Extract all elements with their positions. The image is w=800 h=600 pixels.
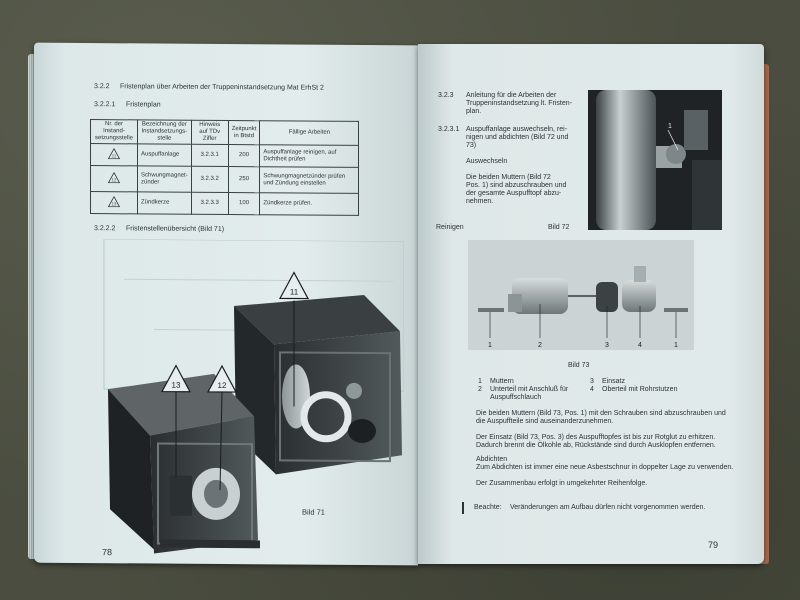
- paragraph-line: Die beiden Muttern (Bild 73, Pos. 1) mit den Schrauben sind abzuschrauben und: [476, 410, 726, 417]
- generator-photo: [64, 239, 404, 561]
- legend-num: 4: [590, 386, 594, 393]
- paragraph-line: Dadurch brennt die Ölkohle ab, Rückstände sind durch Ausklopfen entfernen.: [476, 442, 716, 449]
- pos-label: 1: [488, 342, 492, 349]
- header-name: Bezeichnung der Instandsetzungs-stelle: [138, 120, 192, 144]
- heading-number: 3.2.2: [94, 83, 110, 91]
- legend-text: Muttern: [490, 378, 514, 385]
- table-row: [91, 192, 359, 216]
- exhaust-closeup-photo: [588, 90, 722, 230]
- abdichten-text: Zum Abdichten ist immer eine neue Asbestschnur in doppelter Lage zu verwenden.: [476, 464, 734, 471]
- row-nr-text: 12: [111, 176, 117, 182]
- subsection-title-line: Auspuffanlage auswechseln, rei-: [466, 126, 568, 133]
- callout-72: 1: [668, 123, 672, 130]
- row-btstd: 100: [228, 193, 260, 215]
- row-btstd: 200: [228, 145, 260, 167]
- row-nr: [91, 166, 138, 192]
- auswechseln-text: Pos. 1) sind abzuschrauben und: [466, 182, 567, 189]
- legend-text: Auspuffschlauch: [490, 394, 542, 401]
- row-nr: [91, 192, 138, 214]
- paragraph-line: die Auspuffteile sind auseinanderzunehmen.: [476, 418, 614, 425]
- page-number-right: 79: [708, 540, 719, 550]
- subsection-number: 3.2.3.1: [438, 126, 460, 133]
- zusammenbau-text: Der Zusammenbau erfolgt in umgekehrter Reihenfolge.: [476, 480, 648, 487]
- section-title-line: plan.: [466, 108, 482, 115]
- row-ziffer: 3.2.3.2: [191, 166, 228, 192]
- caption-bild72: Bild 72: [548, 224, 570, 231]
- legend-num: 2: [478, 386, 482, 393]
- row-ziffer: 3.2.3.1: [191, 144, 228, 166]
- row-nr-text: 11: [111, 152, 117, 158]
- section-number: 3.2.3: [438, 92, 454, 99]
- header-ziffer: Hinweis auf TDv Ziffer: [191, 120, 228, 144]
- page-number-left: 78: [102, 547, 113, 558]
- pos-label: 2: [538, 342, 542, 349]
- triangle-marker-icon: [108, 196, 120, 207]
- beachte-bar: [462, 502, 464, 514]
- auswechseln-text: Die beiden Muttern (Bild 72: [466, 174, 551, 181]
- marker-13: 13: [171, 380, 181, 390]
- pos-label: 1: [674, 342, 678, 349]
- row-btstd: 250: [228, 167, 260, 193]
- abdichten-heading: Abdichten: [476, 456, 508, 463]
- row-name: Auspuffanlage: [138, 144, 192, 166]
- legend-text: Einsatz: [602, 378, 625, 385]
- section-title-line: Anleitung für die Arbeiten der: [466, 92, 557, 99]
- right-page: [418, 44, 764, 564]
- reinigen-label: Reinigen: [436, 224, 464, 231]
- sub-title: Fristenplan: [126, 101, 161, 109]
- marker-12: 12: [217, 380, 227, 391]
- row-work: Auspuffanlage reinigen, auf Dichtheit prüfen: [260, 145, 359, 168]
- header-nr: Nr. der Instand-setzungsstelle: [91, 120, 138, 144]
- row-work: Zündkerze prüfen.: [260, 193, 359, 216]
- section-title-line: Truppeninstandsetzung lt. Fristen-: [466, 100, 572, 107]
- exhaust-parts-photo: [468, 240, 694, 350]
- header-work: Fällige Arbeiten: [260, 121, 359, 146]
- marker-11: 11: [289, 287, 299, 297]
- auswechseln-text: nehmen.: [466, 198, 494, 205]
- legend-text: Unterteil mit Anschluß für: [490, 386, 569, 393]
- heading-title: Fristenplan über Arbeiten der Truppeninstandsetzung Mat ErhSt 2: [120, 83, 324, 92]
- open-book: [28, 44, 768, 584]
- legend-text: Oberteil mit Rohrstutzen: [602, 386, 678, 393]
- legend-num: 3: [590, 378, 594, 385]
- row-nr-text: 13: [111, 200, 117, 206]
- auswechseln-text: der gesamte Auspufftopf abzu-: [466, 190, 562, 197]
- overview-number: 3.2.2.2: [94, 225, 116, 233]
- beachte-label: Beachte:: [474, 504, 502, 511]
- row-work: Schwungmagnetzünder prüfen und Zündung einstellen: [260, 167, 359, 194]
- table-row: [91, 144, 359, 168]
- auswechseln-heading: Auswechseln: [466, 158, 508, 165]
- legend-num: 1: [478, 378, 482, 385]
- row-nr: [91, 144, 138, 166]
- table-row: [91, 166, 359, 194]
- fristenplan-table: [90, 119, 359, 216]
- subsection-title-line: nigen und abdichten (Bild 72 und: [466, 134, 569, 141]
- subsection-title-line: 73): [466, 142, 477, 149]
- sub-number: 3.2.2.1: [94, 101, 116, 109]
- triangle-marker-icon: [108, 148, 120, 159]
- caption-bild73: Bild 73: [568, 362, 590, 369]
- row-ziffer: 3.2.3.3: [191, 192, 228, 214]
- beachte-text: Veränderungen am Aufbau dürfen nicht vorgenommen werden.: [510, 504, 706, 511]
- table-header-row: [91, 120, 359, 146]
- row-name: Zündkerze: [138, 192, 192, 214]
- header-btstd: Zeitpunkt in Btstd: [228, 121, 260, 145]
- overview-title: Fristenstellenübersicht (Bild 71): [126, 225, 225, 233]
- pos-label: 4: [638, 342, 642, 349]
- row-name: Schwungmagnet-zünder: [138, 166, 192, 192]
- pos-label: 3: [605, 342, 609, 349]
- paragraph-line: Der Einsatz (Bild 73, Pos. 3) des Auspufftopfes ist bis zur Rotglut zu erhitzen.: [476, 434, 716, 441]
- triangle-marker-icon: [108, 172, 120, 183]
- left-page: [34, 43, 418, 566]
- caption-bild71: Bild 71: [302, 507, 325, 517]
